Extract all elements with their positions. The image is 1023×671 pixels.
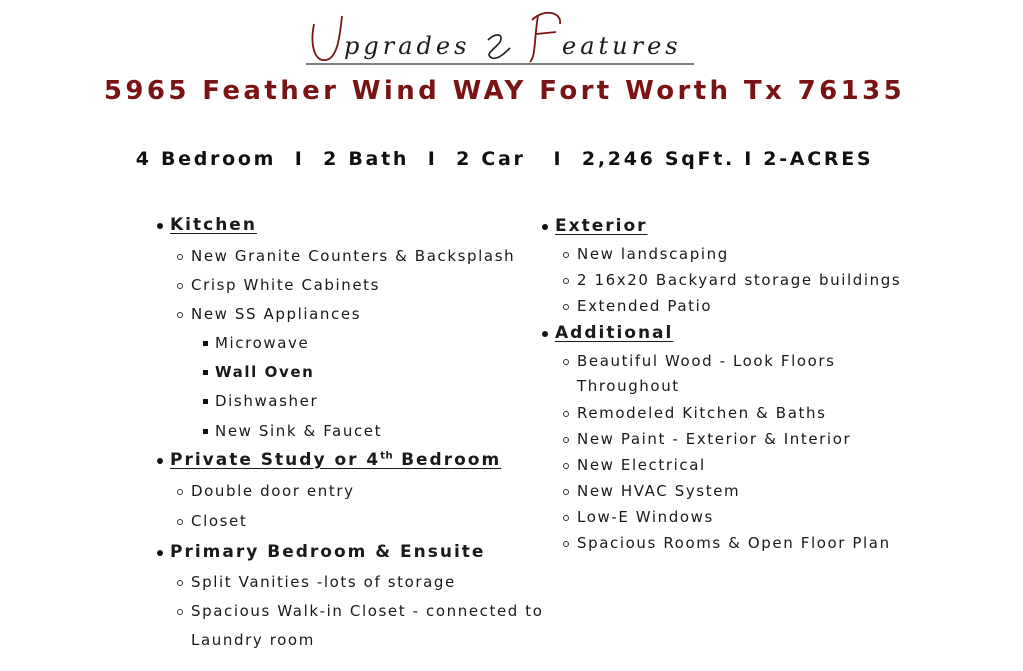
appliance-item: Microwave xyxy=(215,334,310,352)
appliance-item: New Sink & Faucet xyxy=(215,422,383,440)
primary-item-continued: Laundry room xyxy=(191,631,315,649)
svg-text:eatures: eatures xyxy=(562,32,682,60)
exterior-item: 2 16x20 Backyard storage buildings xyxy=(577,271,902,289)
additional-item-continued: Throughout xyxy=(577,377,680,395)
script-title-logo xyxy=(300,4,700,70)
additional-item: Beautiful Wood - Look Floors xyxy=(577,352,836,370)
study-heading: Private Study or 4th Bedroom xyxy=(170,450,502,470)
exterior-item: New landscaping xyxy=(577,245,729,263)
additional-heading: Additional xyxy=(555,323,674,343)
additional-item: Low-E Windows xyxy=(577,508,714,526)
kitchen-heading: Kitchen xyxy=(170,215,257,235)
exterior-item: Extended Patio xyxy=(577,297,713,315)
appliance-item: Wall Oven xyxy=(215,363,315,381)
additional-item: New Electrical xyxy=(577,456,706,474)
study-item: Closet xyxy=(191,512,248,530)
additional-item: Spacious Rooms & Open Floor Plan xyxy=(577,534,891,552)
study-item: Double door entry xyxy=(191,482,355,500)
property-specs: 4 Bedroom I 2 Bath I 2 Car I 2,246 SqFt. I 2-ACRES xyxy=(135,148,874,170)
additional-item: New Paint - Exterior & Interior xyxy=(577,430,852,448)
additional-item: Remodeled Kitchen & Baths xyxy=(577,404,827,422)
property-address: 5965 Feather Wind WAY Fort Worth Tx 76135 xyxy=(103,76,906,106)
primary-item: Spacious Walk-in Closet - connected to xyxy=(191,602,544,620)
script-title-lettering xyxy=(300,4,700,70)
svg-text:pgrades: pgrades xyxy=(344,32,471,60)
primary-heading: Primary Bedroom & Ensuite xyxy=(170,542,486,562)
kitchen-item: New Granite Counters & Backsplash xyxy=(191,247,516,265)
appliance-item: Dishwasher xyxy=(215,392,319,410)
kitchen-item: New SS Appliances xyxy=(191,305,362,323)
kitchen-item: Crisp White Cabinets xyxy=(191,276,381,294)
primary-item: Split Vanities -lots of storage xyxy=(191,573,456,591)
exterior-heading: Exterior xyxy=(555,216,648,236)
additional-item: New HVAC System xyxy=(577,482,741,500)
